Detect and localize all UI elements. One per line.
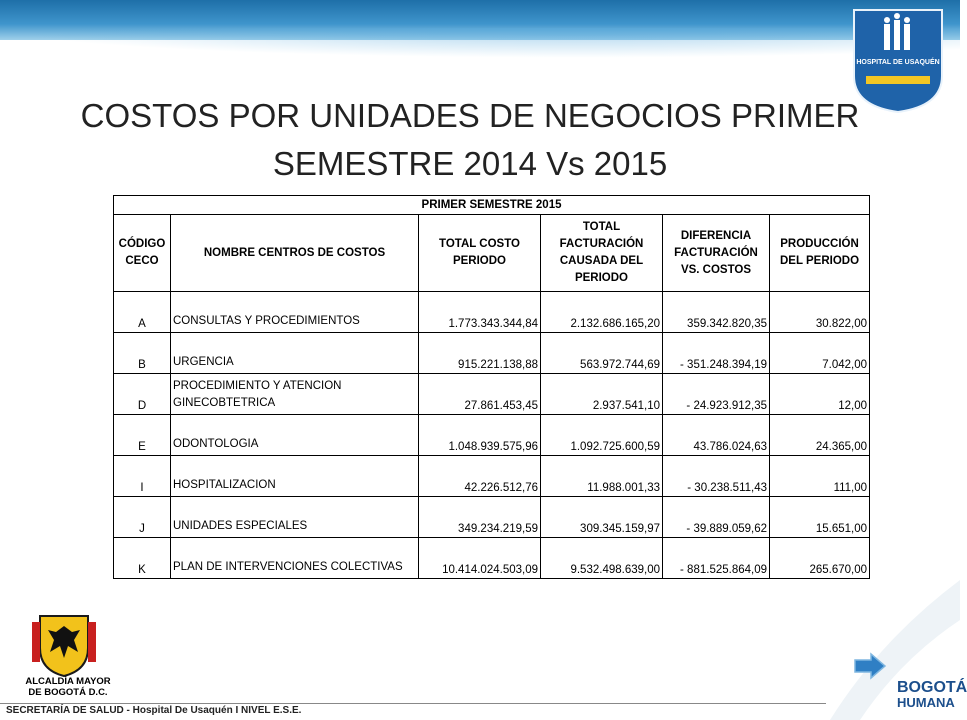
column-header: TOTAL FACTURACIÓN CAUSADA DEL PERIODO <box>541 215 663 292</box>
table-header-period <box>114 196 870 215</box>
cell-diff: - 30.238.511,43 <box>663 456 770 497</box>
cell-cost: 27.861.453,45 <box>419 374 541 415</box>
cell-billing: 11.988.001,33 <box>541 456 663 497</box>
footer-divider <box>0 703 826 704</box>
cell-cost: 915.221.138,88 <box>419 333 541 374</box>
cell-diff: - 24.923.912,35 <box>663 374 770 415</box>
cell-cost: 42.226.512,76 <box>419 456 541 497</box>
cell-code: A <box>114 292 171 333</box>
cell-code: B <box>114 333 171 374</box>
coat-of-arms-icon <box>28 612 100 678</box>
table-row <box>114 292 870 333</box>
bogota-humana-logo <box>897 679 967 714</box>
title-line-1: COSTOS POR UNIDADES DE NEGOCIOS PRIMER <box>80 97 860 134</box>
table-row <box>114 456 870 497</box>
cell-diff: - 881.525.864,09 <box>663 538 770 579</box>
table-row <box>114 497 870 538</box>
hospital-logo-text: HOSPITAL DE USAQUÉN <box>856 59 940 66</box>
column-header: DIFERENCIA FACTURACIÓN VS. COSTOS <box>663 215 770 292</box>
cell-name: CONSULTAS Y PROCEDIMIENTOS <box>171 292 419 333</box>
table-row <box>114 374 870 415</box>
cell-cost: 1.048.939.575,96 <box>419 415 541 456</box>
cell-cost: 349.234.219,59 <box>419 497 541 538</box>
cell-billing: 2.132.686.165,20 <box>541 292 663 333</box>
bogota-logo-line-1: BOGOTÁ <box>897 679 967 696</box>
page-title <box>80 92 860 188</box>
cell-diff: - 39.889.059,62 <box>663 497 770 538</box>
cell-cost: 1.773.343.344,84 <box>419 292 541 333</box>
cell-production: 30.822,00 <box>770 292 870 333</box>
cell-code: K <box>114 538 171 579</box>
column-header: CÓDIGO CECO <box>114 215 171 292</box>
cell-production: 15.651,00 <box>770 497 870 538</box>
cell-diff: 43.786.024,63 <box>663 415 770 456</box>
cell-billing: 563.972.744,69 <box>541 333 663 374</box>
cell-diff: 359.342.820,35 <box>663 292 770 333</box>
cell-name: HOSPITALIZACION <box>171 456 419 497</box>
cell-cost: 10.414.024.503,09 <box>419 538 541 579</box>
cell-name: PLAN DE INTERVENCIONES COLECTIVAS <box>171 538 419 579</box>
arrow-right-icon[interactable] <box>853 652 887 680</box>
table-row <box>114 538 870 579</box>
alcaldia-line-2: DE BOGOTÁ D.C. <box>28 687 108 698</box>
cell-billing: 1.092.725.600,59 <box>541 415 663 456</box>
table-row <box>114 415 870 456</box>
bogota-logo-line-2: HUMANA <box>897 695 955 710</box>
cell-production: 7.042,00 <box>770 333 870 374</box>
cell-name: PROCEDIMIENTO Y ATENCION GINECOBTETRICA <box>171 374 419 415</box>
column-header: NOMBRE CENTROS DE COSTOS <box>171 215 419 292</box>
table-header-row <box>114 215 870 292</box>
period-header: PRIMER SEMESTRE 2015 <box>114 196 870 215</box>
footer-text: SECRETARÍA DE SALUD - Hospital De Usaquén I NIVEL E.S.E. <box>6 705 302 716</box>
cell-name: UNIDADES ESPECIALES <box>171 497 419 538</box>
table-row <box>114 333 870 374</box>
alcaldia-line-1: ALCALDÍA MAYOR <box>25 676 111 687</box>
cell-diff: - 351.248.394,19 <box>663 333 770 374</box>
title-line-2: SEMESTRE 2014 Vs 2015 <box>272 145 668 182</box>
alcaldia-label <box>12 676 124 698</box>
cell-production: 12,00 <box>770 374 870 415</box>
cell-code: J <box>114 497 171 538</box>
costs-table <box>113 195 870 579</box>
cell-code: E <box>114 415 171 456</box>
cell-billing: 9.532.498.639,00 <box>541 538 663 579</box>
cell-name: ODONTOLOGIA <box>171 415 419 456</box>
cell-code: I <box>114 456 171 497</box>
hospital-logo-icon <box>848 6 948 114</box>
cell-production: 265.670,00 <box>770 538 870 579</box>
cell-production: 111,00 <box>770 456 870 497</box>
cell-name: URGENCIA <box>171 333 419 374</box>
column-header: TOTAL COSTO PERIODO <box>419 215 541 292</box>
top-banner <box>0 0 960 40</box>
column-header: PRODUCCIÓN DEL PERIODO <box>770 215 870 292</box>
cell-billing: 309.345.159,97 <box>541 497 663 538</box>
cell-code: D <box>114 374 171 415</box>
cell-billing: 2.937.541,10 <box>541 374 663 415</box>
cell-production: 24.365,00 <box>770 415 870 456</box>
